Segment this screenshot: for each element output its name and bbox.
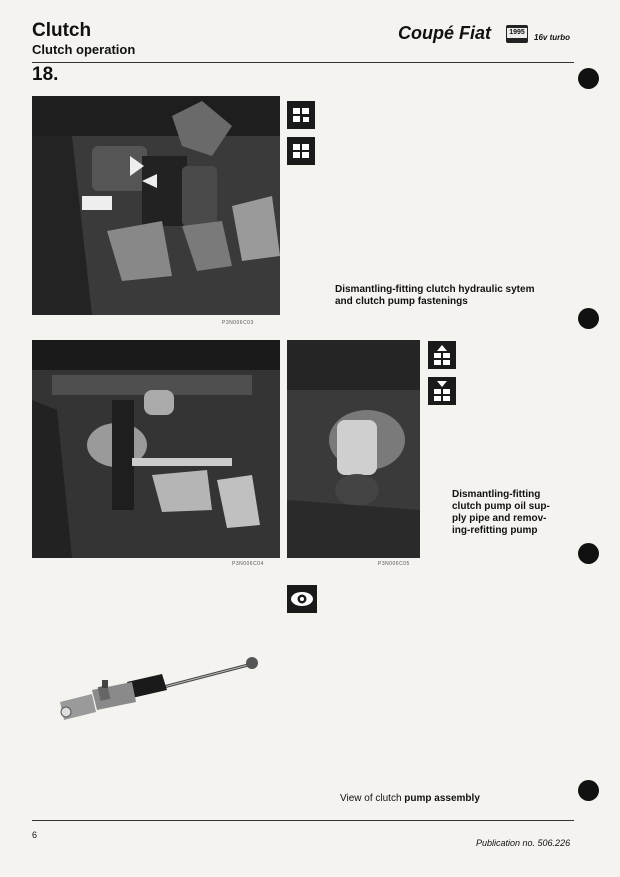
caption-line: ing-refitting pump — [452, 525, 538, 536]
refit-icon — [428, 377, 456, 405]
margin-dot — [578, 308, 599, 329]
assemble-icon — [287, 137, 315, 165]
caption-line: clutch pump oil sup- — [452, 501, 550, 512]
caption-hydraulic-system — [335, 284, 534, 308]
photo-code: P3N006C04 — [232, 561, 264, 567]
page-subtitle: Clutch operation — [32, 42, 136, 57]
caption-prefix: View of clutch — [340, 793, 405, 804]
caption-pump-pipe — [452, 489, 550, 537]
model-variant: 16v turbo — [534, 33, 571, 42]
brand-name: Coupé Fiat — [398, 23, 491, 43]
year-badge-label: 1995 — [507, 28, 527, 38]
header-divider — [32, 62, 574, 63]
photo-clutch-pedal-area — [32, 96, 280, 315]
margin-dot — [578, 543, 599, 564]
year-badge — [506, 25, 528, 43]
page-title: Clutch — [32, 20, 92, 41]
photo-code: P3N006C03 — [222, 320, 254, 326]
disassemble-icon — [287, 101, 315, 129]
caption-line: Dismantling-fitting — [452, 489, 541, 500]
margin-dot — [578, 68, 599, 89]
photo-code: P3N006C05 — [378, 561, 410, 567]
clutch-pump-assembly-image — [52, 652, 264, 724]
margin-dot — [578, 780, 599, 801]
publication-number: Publication no. 506.226 — [476, 838, 571, 848]
footer-divider — [32, 820, 574, 821]
section-number: 18. — [32, 64, 59, 85]
caption-line: Dismantling-fitting clutch hydraulic sytem — [335, 284, 535, 295]
photo-clutch-pump-closeup — [287, 340, 420, 558]
page-number: 6 — [32, 830, 38, 840]
caption-pump-assembly — [340, 793, 480, 805]
caption-bold: pump assembly — [404, 793, 480, 804]
remove-icon — [428, 341, 456, 369]
view-icon — [287, 585, 317, 613]
photo-clutch-pump-pipe — [32, 340, 280, 558]
caption-line: and clutch pump fastenings — [335, 296, 468, 307]
caption-line: ply pipe and remov- — [452, 513, 547, 524]
